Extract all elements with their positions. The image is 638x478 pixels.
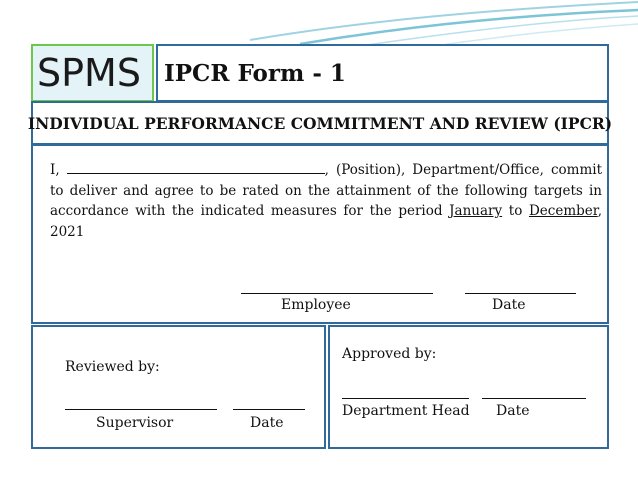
reviewed-by-section [31,325,326,449]
supervisor-label: Supervisor [96,415,174,431]
supervisor-date-line[interactable] [233,409,305,410]
employee-label: Employee [281,297,351,313]
statement-lead: I, [50,162,60,178]
period-to: to [508,203,523,219]
form-banner [27,101,613,145]
employee-date-label: Date [492,297,526,313]
employee-name-field[interactable] [67,160,325,174]
department-head-signature-line[interactable] [342,398,469,399]
supervisor-date-label: Date [250,415,284,431]
spms-logo-text: SPMS [37,51,141,95]
period-year: , 2021 [50,203,603,240]
form-title [156,44,609,102]
period-start: January [449,203,503,219]
period-end: December [528,203,598,219]
statement-body: , (Position), Department/Office, commit to deliver and agree to be rated on the attainment of the following targets in accordance with the indicated measures for the period [50,162,603,219]
form-title-text: IPCR Form - 1 [164,59,346,87]
approved-by-heading: Approved by: [342,346,437,362]
department-head-date-line[interactable] [482,398,586,399]
employee-date-line[interactable] [465,293,576,294]
department-head-label: Department Head [342,403,470,419]
employee-signature-line[interactable] [241,293,433,294]
commitment-statement [50,160,602,242]
commitment-section [31,144,609,324]
department-head-date-label: Date [496,403,530,419]
spms-logo [31,44,154,102]
reviewed-by-heading: Reviewed by: [65,359,160,375]
supervisor-signature-line[interactable] [65,409,217,410]
form-banner-text: INDIVIDUAL PERFORMANCE COMMITMENT AND REVIEW (IPCR) [27,113,613,133]
approved-by-section [328,325,609,449]
